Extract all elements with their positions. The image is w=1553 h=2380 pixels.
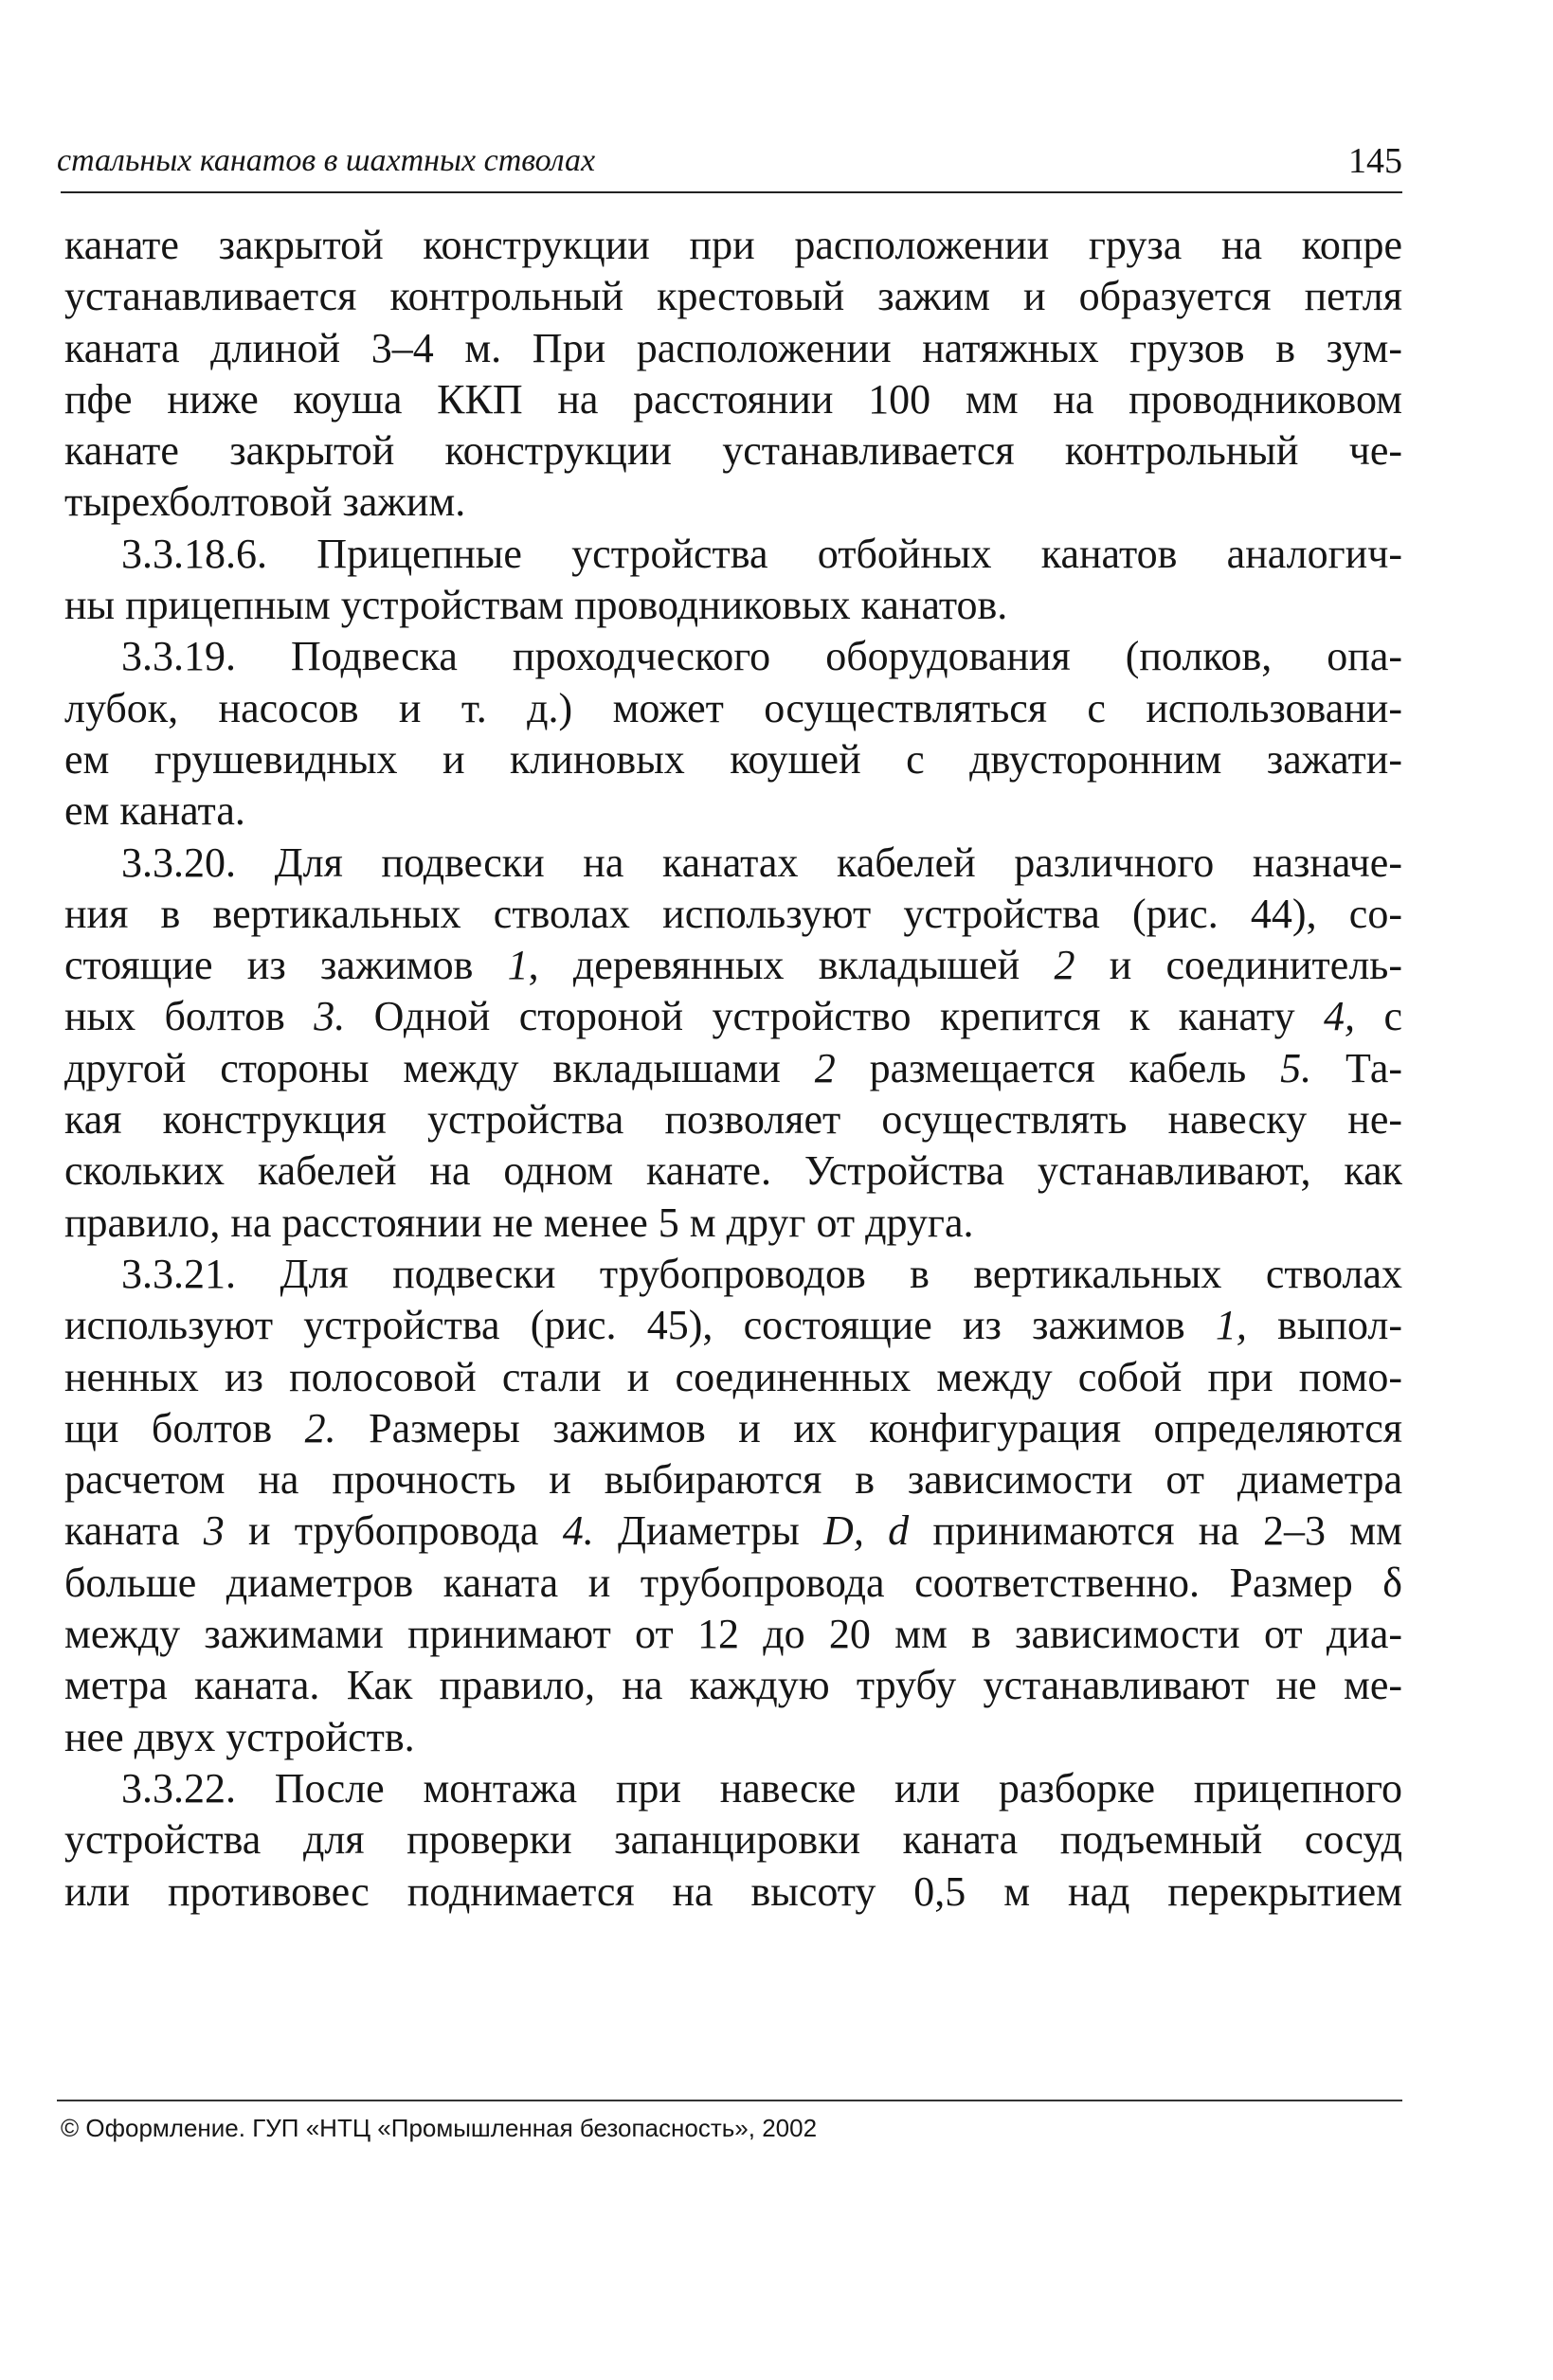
- text-segment: с: [1355, 993, 1402, 1040]
- text-line: [64, 425, 1402, 477]
- text-line: [64, 1403, 1402, 1454]
- text-line: [64, 940, 1402, 991]
- text-segment: между зажимами принимают от 12 до 20 мм в зависимости от диа-: [64, 1611, 1402, 1658]
- text-line: [64, 323, 1402, 374]
- text-line: [64, 1506, 1402, 1557]
- text-segment: другой стороны между вкладышами: [64, 1044, 815, 1091]
- text-segment: каната: [64, 1507, 204, 1555]
- figure-reference: 4.: [562, 1507, 594, 1555]
- text-segment: ем каната.: [64, 787, 245, 835]
- text-line: [64, 1558, 1402, 1609]
- page-number: 145: [1348, 141, 1402, 181]
- text-segment: правило, на расстоянии не менее 5 м друг от друга.: [64, 1199, 974, 1246]
- text-segment: 3.3.21. Для подвески трубопроводов в вертикальных стволах: [121, 1250, 1402, 1297]
- text-line: [64, 529, 1402, 580]
- text-line: [64, 1145, 1402, 1197]
- text-segment: нее двух устройств.: [64, 1713, 415, 1760]
- text-line: [64, 477, 1402, 528]
- text-segment: ных болтов: [64, 993, 315, 1040]
- running-title: стальных канатов в шахтных стволах: [57, 143, 596, 178]
- text-segment: больше диаметров каната и трубопровода соответственно. Размер δ: [64, 1559, 1402, 1606]
- text-line: [64, 683, 1402, 734]
- text-segment: и трубопровода: [224, 1507, 563, 1555]
- text-line: [64, 1763, 1402, 1814]
- text-segment: 3.3.19. Подвеска проходческого оборудования (полков, опа-: [121, 633, 1402, 680]
- text-segment: канате закрытой конструкции при расположении груза на копре: [64, 222, 1402, 268]
- figure-reference: 3.: [314, 993, 346, 1040]
- text-segment: канате закрытой конструкции устанавливается контрольный че-: [64, 427, 1402, 475]
- text-line: [64, 220, 1402, 271]
- text-segment: используют устройства (рис. 45), состоящие из зажимов: [64, 1302, 1216, 1349]
- figure-reference: 4,: [1324, 993, 1356, 1040]
- text-segment: ненных из полосовой стали и соединенных между собой при помо-: [64, 1353, 1402, 1400]
- figure-reference: 2: [814, 1044, 836, 1091]
- text-line: [64, 1609, 1402, 1660]
- running-head: [57, 140, 1402, 189]
- text-segment: пфе ниже коуша ККП на расстоянии 100 мм на проводниковом: [64, 375, 1402, 423]
- text-segment: ны прицепным устройствам проводниковых канатов.: [64, 582, 1008, 629]
- footer-rule: [57, 2100, 1402, 2101]
- figure-reference: 2.: [304, 1404, 336, 1451]
- text-line: [64, 1454, 1402, 1506]
- text-line: [64, 1660, 1402, 1711]
- text-segment: 3.3.18.6. Прицепные устройства отбойных канатов аналогич-: [121, 530, 1402, 577]
- text-segment: и соединитель-: [1074, 942, 1402, 989]
- figure-reference: 1: [507, 942, 529, 989]
- text-segment: тырехболтовой зажим.: [64, 478, 466, 526]
- text-segment: щи болтов: [64, 1404, 305, 1451]
- text-line: [64, 1094, 1402, 1145]
- text-segment: ем грушевидных и клиновых коушей с двусторонним зажати-: [64, 735, 1402, 783]
- text-segment: кая конструкция устройства позволяет осуществлять навеску не-: [64, 1096, 1402, 1144]
- text-segment: Та-: [1311, 1044, 1402, 1091]
- figure-reference: 1,: [1215, 1302, 1247, 1349]
- text-segment: стоящие из зажимов: [64, 942, 508, 989]
- figure-reference: 5.: [1280, 1044, 1312, 1091]
- text-segment: размещается кабель: [835, 1044, 1281, 1091]
- text-line: [64, 580, 1402, 631]
- text-line: [64, 1866, 1402, 1918]
- text-segment: скольких кабелей на одном канате. Устройства устанавливают, как: [64, 1147, 1402, 1195]
- text-line: [64, 1814, 1402, 1866]
- text-segment: расчетом на прочность и выбираются в зависимости от диаметра: [64, 1456, 1402, 1504]
- figure-reference: 3: [203, 1507, 225, 1555]
- body-text: [64, 220, 1402, 1918]
- header-rule: [61, 191, 1402, 193]
- text-segment: ния в вертикальных стволах используют устройства (рис. 44), со-: [64, 890, 1402, 937]
- text-line: [64, 1352, 1402, 1403]
- text-line: [64, 1300, 1402, 1351]
- text-line: [64, 1249, 1402, 1300]
- text-line: [64, 631, 1402, 682]
- text-segment: 3.3.22. После монтажа при навеске или разборке прицепного: [121, 1764, 1402, 1812]
- text-segment: метра каната. Как правило, на каждую трубу устанавливают не ме-: [64, 1662, 1402, 1709]
- figure-reference: D, d: [823, 1507, 910, 1555]
- text-line: [64, 889, 1402, 940]
- text-line: [64, 734, 1402, 785]
- text-segment: Диаметры: [593, 1507, 824, 1555]
- text-segment: каната длиной 3–4 м. При расположении натяжных грузов в зум-: [64, 324, 1402, 371]
- copyright-footer: © Оформление. ГУП «НТЦ «Промышленная безопасность», 2002: [61, 2114, 818, 2142]
- text-line: [64, 271, 1402, 322]
- text-segment: или противовес поднимается на высоту 0,5 м над перекрытием: [64, 1867, 1402, 1915]
- text-segment: , деревянных вкладышей: [528, 942, 1055, 989]
- text-segment: Размеры зажимов и их конфигурация определяются: [335, 1404, 1402, 1451]
- text-segment: Одной стороной устройство крепится к канату: [345, 993, 1325, 1040]
- text-line: [64, 785, 1402, 837]
- text-line: [64, 1198, 1402, 1249]
- text-segment: устройства для проверки запанцировки каната подъемный сосуд: [64, 1816, 1402, 1864]
- text-segment: принимаются на 2–3 мм: [909, 1507, 1402, 1555]
- text-line: [64, 1043, 1402, 1094]
- text-line: [64, 838, 1402, 889]
- text-segment: лубок, насосов и т. д.) может осуществляться с использовани-: [64, 684, 1402, 731]
- figure-reference: 2: [1054, 942, 1075, 989]
- text-segment: устанавливается контрольный крестовый зажим и образуется петля: [64, 273, 1402, 320]
- text-segment: 3.3.20. Для подвески на канатах кабелей различного назначе-: [121, 838, 1402, 886]
- text-line: [64, 1712, 1402, 1763]
- text-segment: выпол-: [1246, 1302, 1402, 1349]
- text-line: [64, 374, 1402, 425]
- text-line: [64, 991, 1402, 1042]
